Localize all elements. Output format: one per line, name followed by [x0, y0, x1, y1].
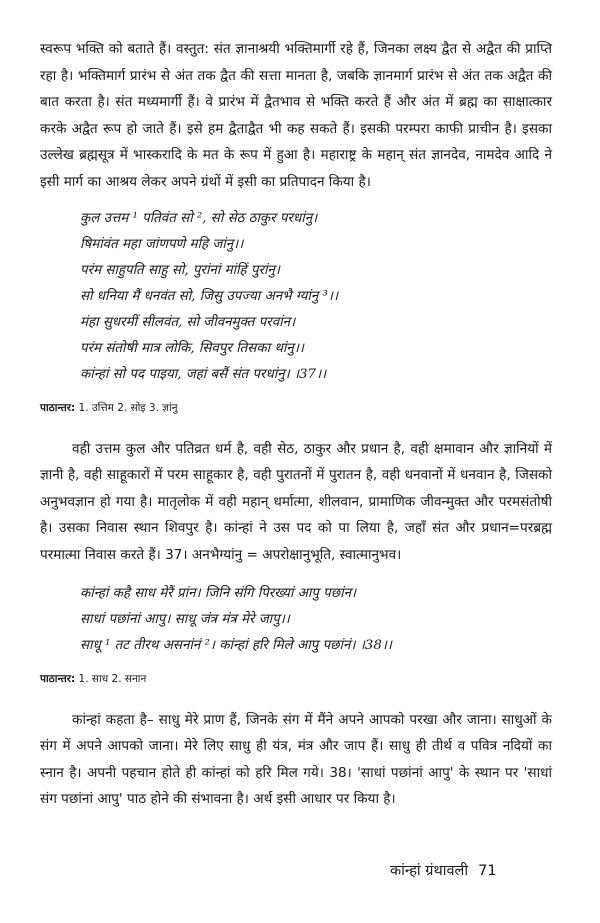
verse-line: कांन्हां सो पद पाइया, जहां बसैं संत परधांनु। ।37।। [80, 366, 327, 382]
page-number: 71 [478, 863, 497, 879]
page-footer [390, 860, 590, 880]
verse-line: साधू ¹ तट तीरथ असनांनं ²। कांन्हां हरि मिले आपु पछांनं। ।38।। [80, 637, 392, 653]
verse-line: सो धनिया मैं धनवंत सो, जिसु उपज्या अनभै ग्यांनु ³।। [80, 288, 339, 304]
variant-text: 1. साध 2. सनान [75, 672, 147, 685]
verse-line: कुल उत्तम ¹ पतिवंत सो ², सो सेठ ठाकुर परधांनु। [80, 210, 318, 226]
variant-label: पाठान्तर: [40, 672, 76, 685]
variant-readings-37 [40, 400, 552, 416]
book-title: कांन्हां ग्रंथावली [390, 863, 469, 879]
verse-line: मंहा सुधरमीं सीलवंत, सो जीवनमुक्त परवांन। [80, 314, 296, 330]
paragraph-commentary-37: वही उत्तम कुल और पतिव्रत धर्म है, वही सेठ, ठाकुर और प्रधान है, वही क्षमावान और ज्ञानियों में ज्ञानी है, वही साहूकारों में परम साहूकार है, वही पुरातनों में पुरातन है, वही धनवानों में धनवान है, जिसको अनुभवज्ञान हो गया है। मातृलोक में वही महान् धर्मात्मा, शीलवान, प्रामाणिक जीवन्मुक्त और परमसंतोषी है। उसका निवास स्थान शिवपुर है। कांन्हां ने उस पद को पा लिया है, जहाँ संत और प्रधान=परब्रह्म परमात्मा निवास करते हैं। 37। अनभैग्यांनु = अपरोक्षानुभूति, स्वात्मानुभव। [40, 440, 552, 563]
verse-line: परंम संतोषी मात्र लोकि, सिवपुर तिसका थांनु।। [80, 340, 304, 356]
verse-line: परंम साहुपति साहु सो, पुरांनां मांहिं पुरांनु। [80, 262, 280, 278]
paragraph-intro: स्वरूप भक्ति को बताते हैं। वस्तुत: संत ज्ञानाश्रयी भक्तिमार्गी रहे हैं, जिनका लक्ष्य द्वैत से अद्वैत की प्राप्ति रहा है। भक्तिमार्ग प्रारंभ से अंत तक द्वैत की सत्ता मानता है, जबकि ज्ञानमार्ग प्रारंभ से अंत तक अद्वैत की बात करता है। संत मध्यमार्गी हैं। वे प्रारंभ में द्वैतभाव से भक्ति करते हैं और अंत में ब्रह्म का साक्षात्कार करके अद्वैत रूप हो जाते हैं। इसे हम द्वैताद्वैत भी कह सकते हैं। इसकी परम्परा काफी प्राचीन है। इसका उल्लेख ब्रह्मसूत्र में भास्करादि के मत के रूप में हुआ है। महाराष्ट्र के महान् संत ज्ञानदेव, नामदेव आदि ने इसी मार्ग का आश्रय लेकर अपने ग्रंथों में इसी का प्रतिपादन किया है। [40, 41, 552, 190]
verse-block-37 [80, 206, 552, 388]
document-page [40, 36, 552, 813]
verse-line: कांन्हां कहै साध मेरैं प्रांन। जिनि संगि पिरख्यां आपु पछांन। [80, 585, 357, 601]
variant-label: पाठान्तर: [40, 401, 76, 414]
paragraph-commentary-38: कांन्हां कहता है– साधु मेरे प्राण हैं, जिनके संग में मैंने अपने आपको परखा और जाना। साधुओं के संग में अपने आपको जाना। मेरे लिए साधु ही यंत्र, मंत्र और जाप हैं। साधु ही तीर्थ व पवित्र नदियों का स्नान है। अपनी पहचान होते ही कांन्हां को हरि मिल गये। 38। 'साधां पछांनां आपु' के स्थान पर 'साधां संग पछांनां आपु' पाठ होने की संभावना है। अर्थ इसी आधार पर किया है। [40, 711, 552, 808]
verse-block-38 [80, 581, 552, 659]
verse-line: साधां पछांनां आपु। साधू जंत्र मंत्र मेरे जापु।। [80, 611, 290, 627]
variant-text: 1. उत्तिम 2. सोइ 3. ज्ञांनु [75, 401, 178, 414]
verse-line: षिमांवंत महा जांणपणे महि जांनु।। [80, 236, 244, 252]
variant-readings-38 [40, 671, 552, 687]
